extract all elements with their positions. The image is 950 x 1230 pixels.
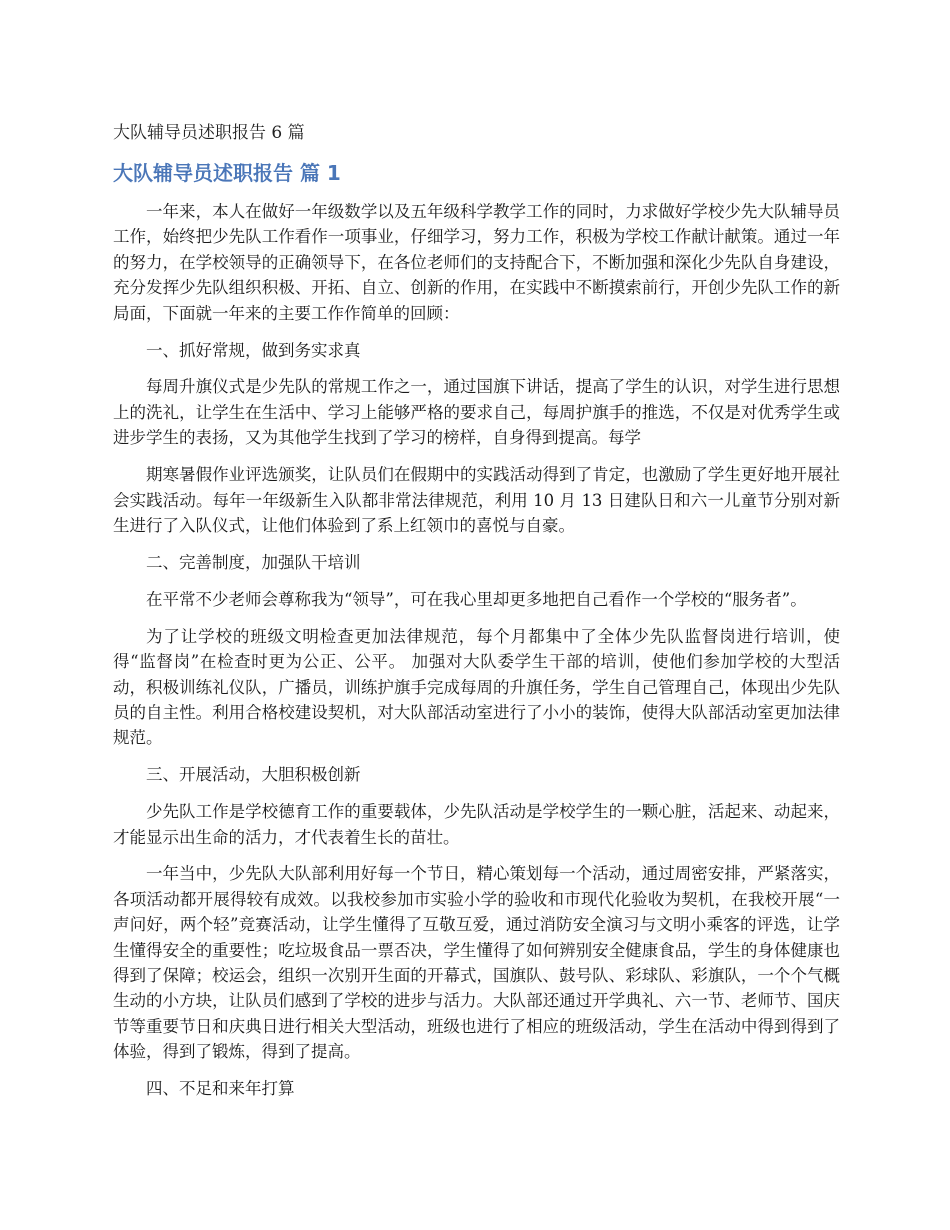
section-heading: 大队辅导员述职报告 篇 1 — [113, 161, 341, 185]
body-paragraph: 期寒暑假作业评选颁奖，让队员们在假期中的实践活动得到了肯定，也激励了学生更好地开展社会实践活动。每年一年级新生入队都非常法律规范，利用 10 月 13 日建队日和六一儿童节分别对新生进行了入队仪式，让他们体验到了系上红领巾的喜悦与自豪。 — [113, 465, 840, 535]
body-paragraph: 在平常不少老师会尊称我为“领导”，可在我心里却更多地把自己看作一个学校的“服务者”。 — [146, 589, 807, 609]
body-paragraph: 为了让学校的班级文明检查更加法律规范，每个月都集中了全体少先队监督岗进行培训，使得“监督岗”在检查时更为公正、公平。 加强对大队委学生干部的培训，使他们参加学校的大型活动，积极训练礼仪队，广播员，训练护旗手完成每周的升旗任务，学生自己管理自己，体现出少先队员的自主性。利用合格校建设契机，对大队部活动室进行了小小的装饰，使得大队部活动室更加法律规范。 — [113, 626, 840, 748]
document-body — [113, 120, 840, 1113]
document-title: 大队辅导员述职报告 6 篇 — [113, 123, 305, 143]
subheading-activities: 三、开展活动，大胆积极创新 — [146, 765, 361, 785]
body-paragraph: 少先队工作是学校德育工作的重要载体，少先队活动是学校学生的一颗心脏，活起来、动起来，才能显示出生命的活力，才代表着生长的苗壮。 — [113, 802, 840, 847]
intro-paragraph: 一年来，本人在做好一年级数学以及五年级科学教学工作的同时，力求做好学校少先大队辅导员工作，始终把少先队工作看作一项事业，仔细学习，努力工作，积极为学校工作献计献策。通过一年的努力，在学校领导的正确领导下，在各位老师们的支持配合下，不断加强和深化少先队自身建设，充分发挥少先队组织积极、开拓、自立、创新的作用，在实践中不断摸索前行，开创少先队工作的新局面，下面就一年来的主要工作作简单的回顾： — [113, 202, 840, 323]
body-paragraph: 每周升旗仪式是少先队的常规工作之一，通过国旗下讲话，提高了学生的认识，对学生进行思想上的洗礼，让学生在生活中、学习上能够严格的要求自己，每周护旗手的推选，不仅是对优秀学生或进步学生的表扬，又为其他学生找到了学习的榜样，自身得到提高。每学 — [113, 377, 840, 448]
subheading-routine: 一、抓好常规，做到务实求真 — [146, 340, 361, 360]
subheading-plans: 四、不足和来年打算 — [146, 1079, 295, 1099]
body-paragraph: 一年当中，少先队大队部利用好每一个节日，精心策划每一个活动，通过周密安排，严紧落实，各项活动都开展得较有成效。以我校参加市实验小学的验收和市现代化验收为契机，在我校开展“一声问好，两个轻”竞赛活动，让学生懂得了互敬互爱，通过消防安全演习与文明小乘客的评选，让学生懂得安全的重要性；吃垃圾食品一票否决，学生懂得了如何辨别安全健康食品，学生的身体健康也得到了保障；校运会，组织一次别开生面的开幕式，国旗队、鼓号队、彩球队、彩旗队，一个个气概生动的小方块，让队员们感到了学校的进步与活力。大队部还通过开学典礼、六一节、老师节、国庆节等重要节日和庆典日进行相关大型活动，班级也进行了相应的班级活动，学生在活动中得到得到了体验，得到了锻炼，得到了提高。 — [113, 864, 840, 1062]
subheading-system: 二、完善制度，加强队干培训 — [146, 552, 361, 572]
